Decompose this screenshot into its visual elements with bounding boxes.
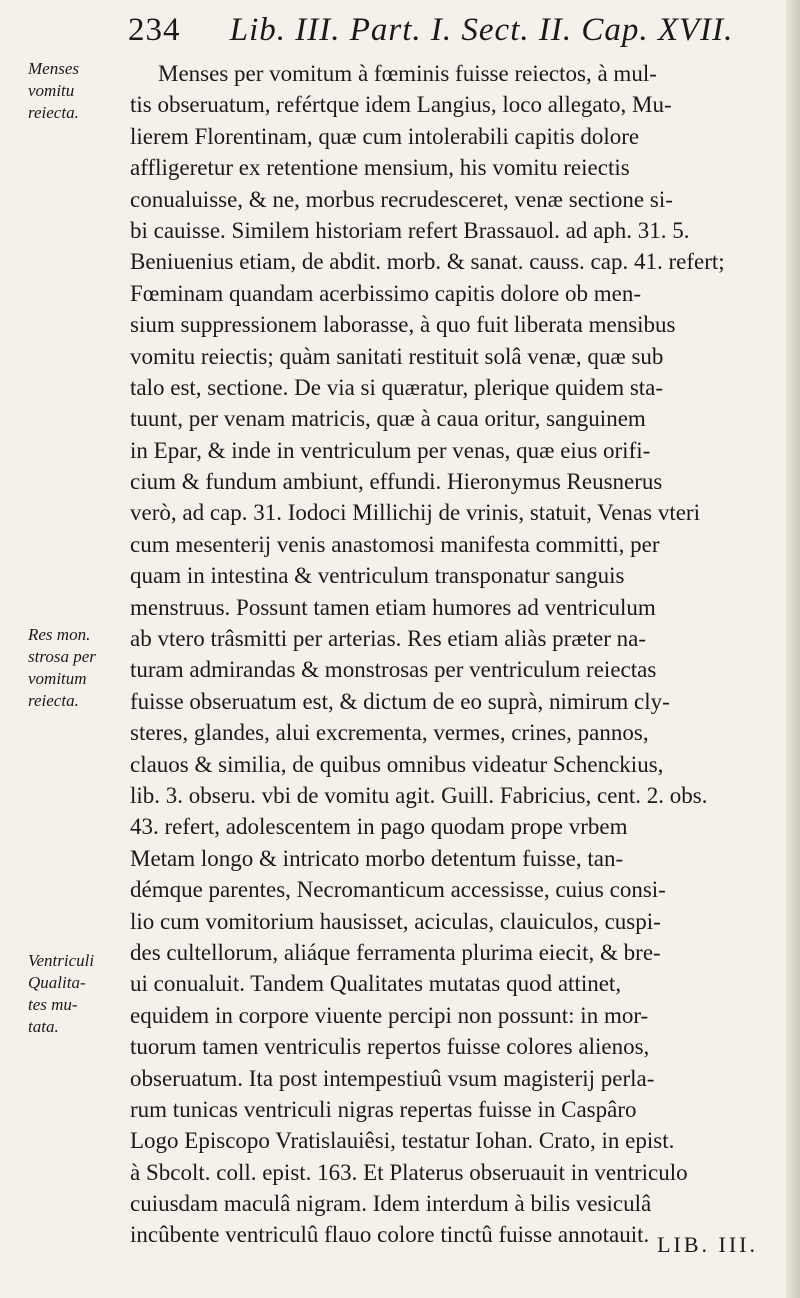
margin-note-menses (28, 58, 128, 124)
text-line: démque parentes, Necromanticum accessisse, cuius consi- (130, 877, 666, 903)
text-line: vomitu reiectis; quàm sanitati restituit solâ venæ, quæ sub (130, 343, 664, 369)
text-line: in Epar, & inde in ventriculum per venas, quæ eius orifi- (130, 437, 651, 463)
text-line: ab vtero trâsmitti per arterias. Res etiam aliàs præter na- (130, 626, 647, 652)
text-line: cum mesenterij venis anastomosi manifesta committi, per (130, 531, 660, 557)
text-line: Fœminam quandam acerbissimo capitis dolore ob men- (130, 280, 641, 306)
main-text (130, 58, 770, 1251)
text-line: sium suppressionem laborasse, à quo fuit liberata mensibus (130, 312, 676, 338)
text-line: Beniuenius etiam, de abdit. morb. & sanat. causs. cap. 41. refert; (130, 249, 725, 275)
catchword: LIB. III. (657, 1232, 758, 1257)
text-line: equidem in corpore viuente percipi non possunt: in mor- (130, 1002, 649, 1028)
text-line: Logo Episcopo Vratislauiêsi, testatur Iohan. Crato, in epist. (130, 1128, 675, 1154)
text-line: 43. refert, adolescentem in pago quodam prope vrbem (130, 814, 628, 840)
text-line: talo est, sectione. De via si quæratur, plerique quidem sta- (130, 374, 664, 400)
margin-note-line: Ventriculi (28, 951, 95, 970)
margin-note-line: strosa per (28, 647, 96, 666)
text-line: verò, ad cap. 31. Iodoci Millichij de vrinis, statuit, Venas vteri (130, 500, 700, 526)
margin-note-line: vomitu (28, 81, 75, 100)
text-line: conualuisse, & ne, morbus recrudesceret, venæ sectione si- (130, 186, 673, 212)
running-header (128, 12, 733, 49)
text-line: tuorum tamen ventriculis repertos fuisse colores alienos, (130, 1034, 650, 1060)
running-title: Lib. III. Part. I. Sect. II. Cap. XVII. (229, 12, 734, 48)
text-line: quam in intestina & ventriculum transponatur sanguis (130, 563, 625, 589)
text-line: lib. 3. obseru. vbi de vomitu agit. Guill. Fabricius, cent. 2. obs. (130, 782, 708, 808)
margin-note-line: Menses (28, 59, 79, 78)
text-line: lierem Florentinam, quæ cum intolerabili capitis dolore (130, 123, 640, 149)
text-line: Menses per vomitum à fœminis fuisse reiectos, à mul- (158, 61, 657, 86)
text-line: affligeretur ex retentione mensium, his vomitu reiectis (130, 155, 630, 181)
text-line: rum tunicas ventriculi nigras repertas fuisse in Caspâro (130, 1096, 637, 1122)
text-line: cium & fundum ambiunt, effundi. Hieronymus Reusnerus (130, 469, 663, 495)
text-line: fuisse obseruatum est, & dictum de eo suprà, nimirum cly- (130, 688, 670, 714)
text-line: obseruatum. Ita post intempestiuû vsum magisterij perla- (130, 1065, 655, 1091)
margin-note-line: reiecta. (28, 691, 79, 710)
text-line: lio cum vomitorium hausisset, aciculas, clauiculos, cuspi- (130, 908, 661, 934)
margin-note-res-monstrosa (28, 624, 128, 712)
text-line: turam admirandas & monstrosas per ventriculum reiectas (130, 657, 657, 683)
margin-note-line: tata. (28, 1017, 59, 1036)
margin-note-line: Qualita- (28, 973, 86, 992)
text-line: menstruus. Possunt tamen etiam humores ad ventriculum (130, 594, 656, 620)
text-line: des cultellorum, aliáque ferramenta plurima eiecit, & bre- (130, 939, 661, 965)
text-line: tuunt, per venam matricis, quæ à caua oritur, sanguinem (130, 406, 646, 432)
text-line: steres, glandes, alui excrementa, vermes, crines, pannos, (130, 720, 649, 746)
margin-note-line: vomitum (28, 669, 87, 688)
text-line: clauos & similia, de quibus omnibus videatur Schenckius, (130, 751, 664, 777)
margin-note-line: tes mu- (28, 995, 78, 1014)
margin-note-line: Res mon. (28, 625, 91, 644)
text-line: bi cauisse. Similem historiam refert Brassauol. ad aph. 31. 5. (130, 217, 690, 243)
text-line: incûbente ventriculû flauo colore tinctû fuisse annotauit. (130, 1222, 650, 1248)
margin-note-line: reiecta. (28, 103, 79, 122)
page-edge (786, 0, 800, 1298)
text-line: tis obseruatum, refértque idem Langius, loco allegato, Mu- (130, 92, 672, 118)
text-line: ui conualuit. Tandem Qualitates mutatas quod attinet, (130, 971, 622, 997)
text-line: Metam longo & intricato morbo detentum fuisse, tan- (130, 845, 624, 871)
text-line: à Sbcolt. coll. epist. 163. Et Platerus obseruauit in ventriculo (130, 1159, 688, 1185)
text-line: cuiusdam maculâ nigram. Idem interdum à bilis vesiculâ (130, 1191, 652, 1217)
margin-note-ventriculi (28, 950, 128, 1038)
page-number: 234 (128, 12, 181, 48)
